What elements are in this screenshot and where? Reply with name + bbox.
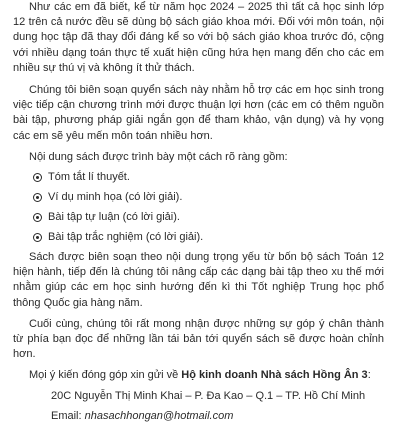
- list-item: [33, 210, 384, 225]
- email-address: nhasachhongan@hotmail.com: [84, 409, 234, 422]
- paragraph-closing: Cuối cùng, chúng tôi rất mong nhận được những sự góp ý chân thành từ phía bạn đọc để những lần tái bản tới quyển sách sẽ được hoàn chỉnh hơn.: [13, 317, 384, 361]
- list-item-label: Bài tập tự luận (có lời giải).: [48, 210, 180, 223]
- bullet-icon: [33, 233, 42, 242]
- contact-line: [13, 368, 384, 383]
- publisher-name: Hộ kinh doanh Nhà sách Hồng Ân 3: [181, 369, 368, 382]
- paragraph-compiled: Sách được biên soạn theo nội dung trọng yếu từ bốn bộ sách Toán 12 hiện hành, tiếp đến là chúng tôi nâng cấp các dạng bài tập theo xu thế mới nhằm giúp các em học sinh hướng đến kì thi Tốt nghiệp Trung học phổ thông Quốc gia hàng năm.: [13, 251, 384, 309]
- paragraph-intro: Như các em đã biết, kể từ năm học 2024 – 2025 thì tất cả học sinh lớp 12 trên cả nước đều sẽ dùng bộ sách giáo khoa mới. Đối với môn toán, nội dung học tập đã thay đổi đáng kể so với bộ sách giáo khoa trước đó, cộng với nhiều dạng toán thực tế xuất hiện cũng hứa hẹn mang đến cho các em nhiều sự thú vị và không ít thử thách.: [13, 1, 384, 74]
- list-item-label: Bài tập trắc nghiệm (có lời giải).: [48, 230, 204, 243]
- bullet-icon: [33, 173, 42, 182]
- list-item-label: Tóm tắt lí thuyết.: [48, 170, 130, 183]
- publisher-address: 20C Nguyễn Thị Minh Khai – P. Đa Kao – Q.1 – TP. Hồ Chí Minh: [51, 389, 366, 402]
- list-item: [33, 230, 384, 245]
- list-item: [33, 170, 384, 185]
- contact-prefix: Mọi ý kiến đóng góp xin gửi về: [29, 369, 182, 382]
- paragraph-content-intro: Nội dung sách được trình bày một cách rõ ràng gồm:: [29, 150, 288, 163]
- list-item: [33, 190, 384, 205]
- contact-suffix: :: [367, 369, 371, 382]
- email-line: [13, 409, 384, 424]
- bullet-icon: [33, 213, 42, 222]
- paragraph-purpose: Chúng tôi biên soạn quyển sách này nhằm hỗ trợ các em học sinh trong việc tiếp cận chương trình mới được thuận lợi hơn (các em có thêm nguồn bài tập, phương pháp giải ngắn gọn để tham khảo, vận dụng) và hy vọng các em sẽ yêu mến môn toán nhiều hơn.: [13, 84, 384, 142]
- email-label: Email:: [51, 409, 85, 422]
- list-item-label: Ví dụ minh họa (có lời giải).: [48, 190, 183, 203]
- bullet-icon: [33, 193, 42, 202]
- content-list: [13, 170, 384, 245]
